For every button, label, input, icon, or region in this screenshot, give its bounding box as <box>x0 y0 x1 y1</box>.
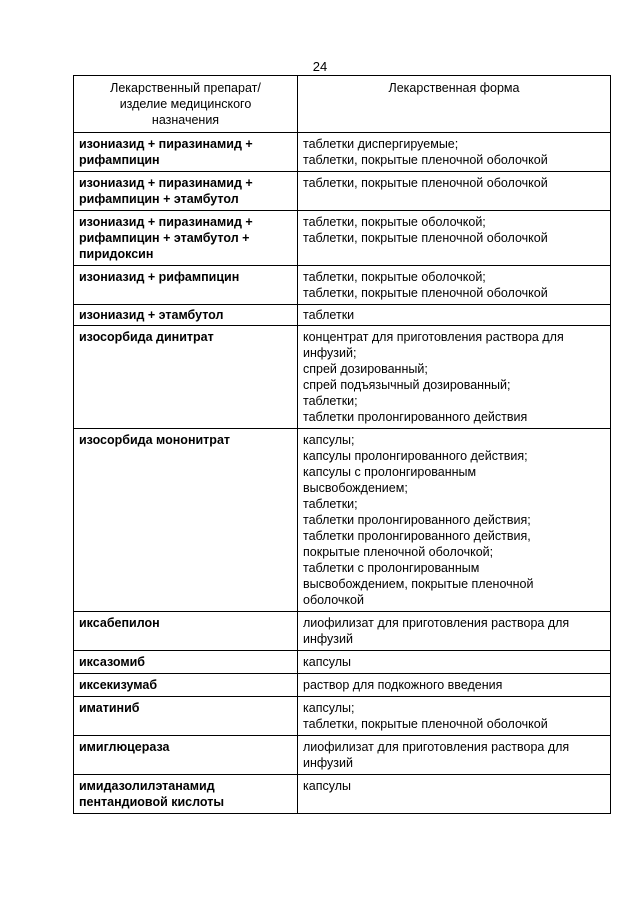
drug-name-cell <box>74 211 298 266</box>
drug-table <box>73 75 611 814</box>
drug-name-cell <box>74 326 298 429</box>
drug-name: изониазид + рифампицин <box>79 270 240 284</box>
drug-name: изониазид + пиразинамид + рифампицин + этамбутол + пиридоксин <box>79 215 253 261</box>
table-row <box>74 674 611 697</box>
dosage-form-cell <box>298 674 611 697</box>
drug-name-cell <box>74 133 298 172</box>
header-drug-text: Лекарственный препарат/ изделие медицинского назначения <box>110 81 261 127</box>
drug-name: иксазомиб <box>79 655 146 669</box>
dosage-form: таблетки, покрытые оболочкой; таблетки, покрытые пленочной оболочкой <box>303 215 548 245</box>
dosage-form: капсулы; таблетки, покрытые пленочной оболочкой <box>303 701 548 731</box>
table-row <box>74 736 611 775</box>
drug-name: изосорбида мононитрат <box>79 433 231 447</box>
header-form <box>298 76 611 133</box>
dosage-form: таблетки, покрытые пленочной оболочкой <box>303 176 548 190</box>
table-row <box>74 775 611 814</box>
dosage-form-cell <box>298 651 611 674</box>
table-header-row <box>74 76 611 133</box>
drug-name-cell <box>74 736 298 775</box>
drug-name: иматиниб <box>79 701 140 715</box>
table-row <box>74 651 611 674</box>
dosage-form-cell <box>298 429 611 612</box>
drug-name: изониазид + пиразинамид + рифампицин + этамбутол <box>79 176 253 206</box>
dosage-form-cell <box>298 775 611 814</box>
drug-name: изониазид + пиразинамид + рифампицин <box>79 137 253 167</box>
page-number: 24 <box>312 59 328 74</box>
header-form-text: Лекарственная форма <box>388 81 520 95</box>
dosage-form-cell <box>298 133 611 172</box>
table-row <box>74 429 611 612</box>
dosage-form-cell <box>298 697 611 736</box>
drug-name: иксабепилон <box>79 616 160 630</box>
dosage-form: лиофилизат для приготовления раствора для инфузий <box>303 616 570 646</box>
table-row <box>74 266 611 305</box>
dosage-form-cell <box>298 612 611 651</box>
dosage-form-cell <box>298 305 611 326</box>
dosage-form: концентрат для приготовления раствора для инфузий; спрей дозированный; спрей подъязычный дозированный; таблетки; таблетки пролонгированного действия <box>303 330 564 424</box>
dosage-form-cell <box>298 326 611 429</box>
drug-name: изониазид + этамбутол <box>79 308 224 322</box>
drug-name: иксекизумаб <box>79 678 158 692</box>
dosage-form: капсулы <box>303 779 351 793</box>
table-body <box>74 133 611 814</box>
drug-name: имидазолилэтанамид пентандиовой кислоты <box>79 779 225 809</box>
header-drug <box>74 76 298 133</box>
dosage-form: капсулы; капсулы пролонгированного действия; капсулы с пролонгированным высвобождением; таблетки; таблетки пролонгированного действия; таблетки пролонгированного действия, покрытые пленочной оболочкой; таблетки с пролонгированным высвобождением, покрытые пленочной оболочкой <box>303 433 534 607</box>
dosage-form: раствор для подкожного введения <box>303 678 503 692</box>
dosage-form-cell <box>298 736 611 775</box>
drug-name: имиглюцераза <box>79 740 170 754</box>
drug-name-cell <box>74 697 298 736</box>
drug-name-cell <box>74 429 298 612</box>
drug-name-cell <box>74 775 298 814</box>
table-row <box>74 133 611 172</box>
drug-name: изосорбида динитрат <box>79 330 214 344</box>
table-row <box>74 326 611 429</box>
dosage-form: таблетки, покрытые оболочкой; таблетки, покрытые пленочной оболочкой <box>303 270 548 300</box>
dosage-form: таблетки <box>303 308 355 322</box>
drug-name-cell <box>74 612 298 651</box>
drug-name-cell <box>74 172 298 211</box>
table-row <box>74 172 611 211</box>
drug-name-cell <box>74 674 298 697</box>
drug-name-cell <box>74 266 298 305</box>
dosage-form-cell <box>298 172 611 211</box>
table-row <box>74 697 611 736</box>
table-row <box>74 612 611 651</box>
dosage-form: таблетки диспергируемые; таблетки, покрытые пленочной оболочкой <box>303 137 548 167</box>
drug-name-cell <box>74 651 298 674</box>
dosage-form: капсулы <box>303 655 351 669</box>
dosage-form-cell <box>298 266 611 305</box>
table-row <box>74 211 611 266</box>
dosage-form: лиофилизат для приготовления раствора для инфузий <box>303 740 570 770</box>
table-row <box>74 305 611 326</box>
drug-name-cell <box>74 305 298 326</box>
dosage-form-cell <box>298 211 611 266</box>
